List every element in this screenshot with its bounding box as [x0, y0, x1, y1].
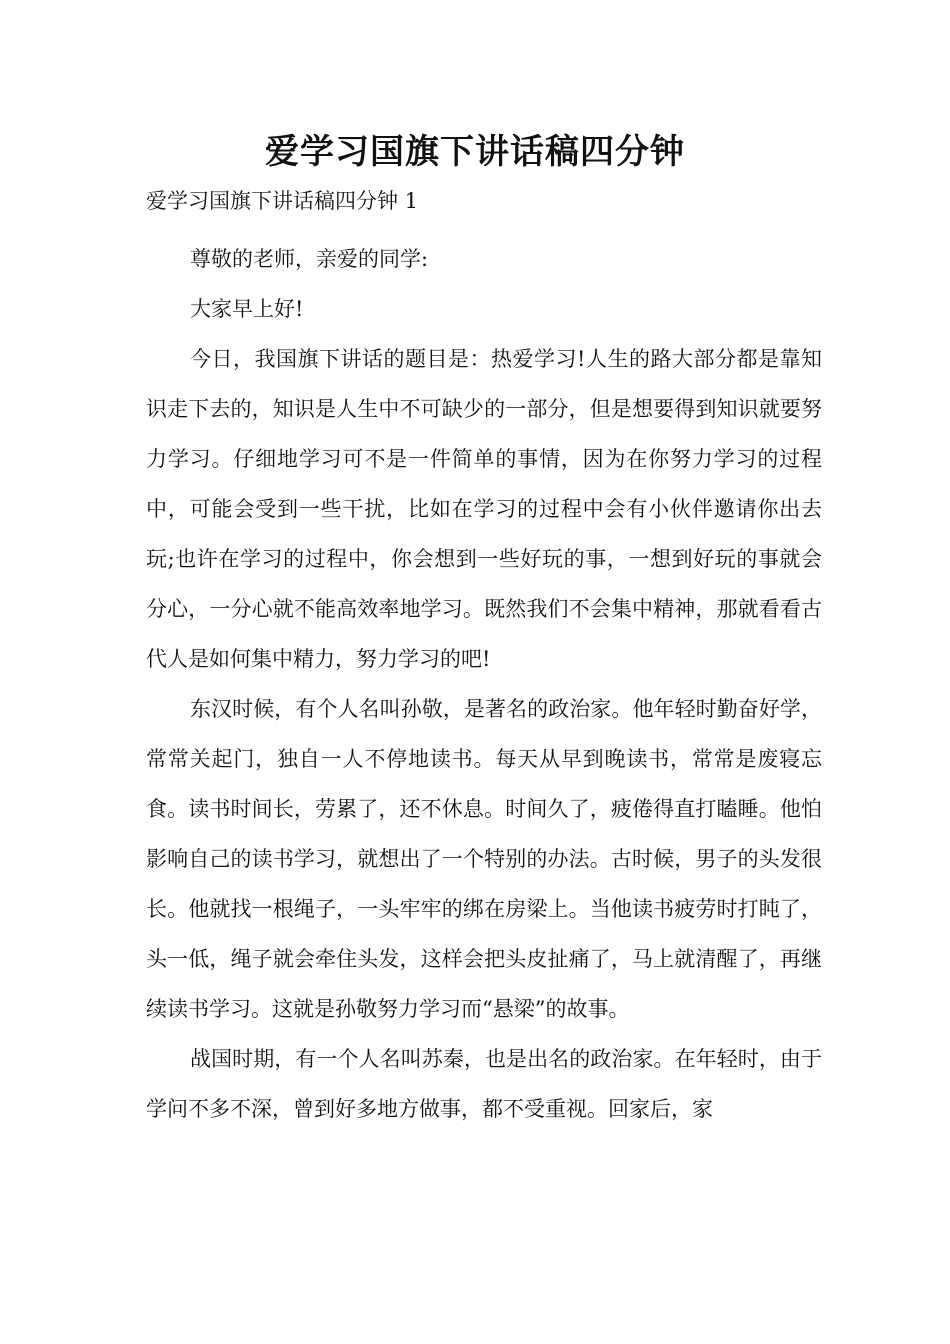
paragraph-greeting: 尊敬的老师，亲爱的同学:	[190, 247, 429, 271]
page-title: 爱学习国旗下讲话稿四分钟	[265, 132, 685, 172]
section-heading: 爱学习国旗下讲话稿四分钟 1	[146, 189, 419, 213]
paragraph-su-qin-story: 战国时期，有一个人名叫苏秦，也是出名的政治家。在年轻时，由于学问不多不深，曾到好多地方做事，都不受重视。回家后，家	[146, 1047, 822, 1121]
paragraph-morning: 大家早上好!	[190, 297, 304, 321]
paragraph-topic: 今日，我国旗下讲话的题目是：热爱学习!人生的路大部分都是靠知识走下去的，知识是人生中不可缺少的一部分，但是想要得到知识就要努力学习。仔细地学习可不是一件简单的事情，因为在你努力学习的过程中，可能会受到一些干扰，比如在学习的过程中会有小伙伴邀请你出去玩;也许在学习的过程中，你会想到一些好玩的事，一想到好玩的事就会分心，一分心就不能高效率地学习。既然我们不会集中精神，那就看看古代人是如何集中精力，努力学习的吧!	[146, 347, 822, 671]
paragraph-sun-jing-story: 东汉时候，有个人名叫孙敬，是著名的政治家。他年轻时勤奋好学，常常关起门，独自一人不停地读书。每天从早到晚读书，常常是废寝忘食。读书时间长，劳累了，还不休息。时间久了，疲倦得直打瞌睡。他怕影响自己的读书学习，就想出了一个特别的办法。古时候，男子的头发很长。他就找一根绳子，一头牢牢的绑在房梁上。当他读书疲劳时打盹了，头一低，绳子就会牵住头发，这样会把头皮扯痛了，马上就清醒了，再继续读书学习。这就是孙敬努力学习而“悬梁”的故事。	[146, 697, 822, 1021]
document-body	[146, 234, 822, 1134]
